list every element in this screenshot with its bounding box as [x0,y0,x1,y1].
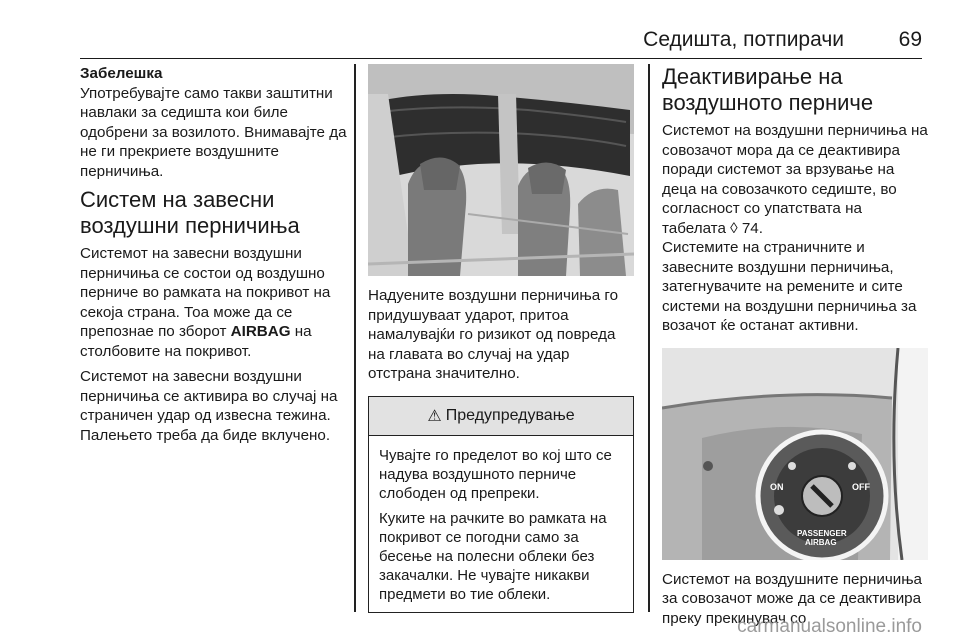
airbag-switch-illustration [662,348,928,560]
column-divider-1 [354,64,356,612]
warning-box [368,396,634,613]
switch-caption: Системот на воздушните перничиња за совозачот може да се деактивира преку прекинувач со [662,570,922,627]
page-header [80,28,922,59]
curtain-airbag-heading: Систем на завесни воздушни перничиња [80,187,300,238]
warning-body [369,436,633,612]
section-title: Седишта, потпирачи [643,28,844,51]
switch-passenger-label: PASSENGER [797,528,847,538]
car-interior-illustration [368,64,634,276]
note-text: Употребувајте само такви заштитни навлаки за седишта кои биле одобрени за возилото. Внимавајте да не ги прекриете воздушните перничиња. [80,84,347,180]
warning-text-1: Чувајте го пределот во кој што се надува воздушното перниче слободен од препреки. [379,446,612,502]
column-right [662,64,928,628]
curtain-airbag-para1: Системот на завесни воздушни перничиња се состои од воздушно перниче во рамката на покривот на секоја страна. Тоа може да се препознае по зборот AIRBAG на столбовите на покривот. [80,245,331,360]
deactivation-heading: Деактивирање на воздушното перниче [662,64,874,115]
warning-title: Предупредување [445,406,575,424]
column-left [80,64,348,445]
column-divider-2 [648,64,650,612]
warning-text-2: Куките на рачките во рамката на покривот се погодни само за бесење на полесни облеки без закачалки. Не чувајте никакви предмети во тие облеки. [379,509,607,603]
watermark: carmanualsonline.info [737,616,922,637]
airbag-switch-figure [662,348,928,560]
warning-header [369,397,633,436]
switch-on-label: ON [770,481,784,492]
page-number: 69 [898,28,922,51]
deactivation-para1: Системот на воздушни перничиња на совозачот мора да се деактивира поради системот за врзување на деца на совозачкото седиште, во согласност со упатствата на табелата ◊ 74. [662,122,928,237]
column-middle [368,64,634,613]
switch-airbag-label: AIRBAG [805,537,837,547]
switch-off-label: OFF [852,481,870,492]
warning-triangle-icon: ⚠ [427,407,442,425]
curtain-airbag-figure [368,64,634,276]
deactivation-para2: Системите на страничните и завесните воздушни перничиња, затегнувачите на ремените и сите системи на воздушни перничиња за возачот ќе останат активни. [662,239,917,334]
curtain-airbag-para2: Системот на завесни воздушни перничиња се активира во случај на страничен удар од извесна тежина. Палењето треба да биде вклучено. [80,368,338,444]
note-title: Забелешка [80,65,163,82]
figure-caption: Надуените воздушни перничиња го придушуваат ударот, притоа намалувајќи го ризикот од повреда на главата во случај на удар отстрана значително. [368,287,619,382]
